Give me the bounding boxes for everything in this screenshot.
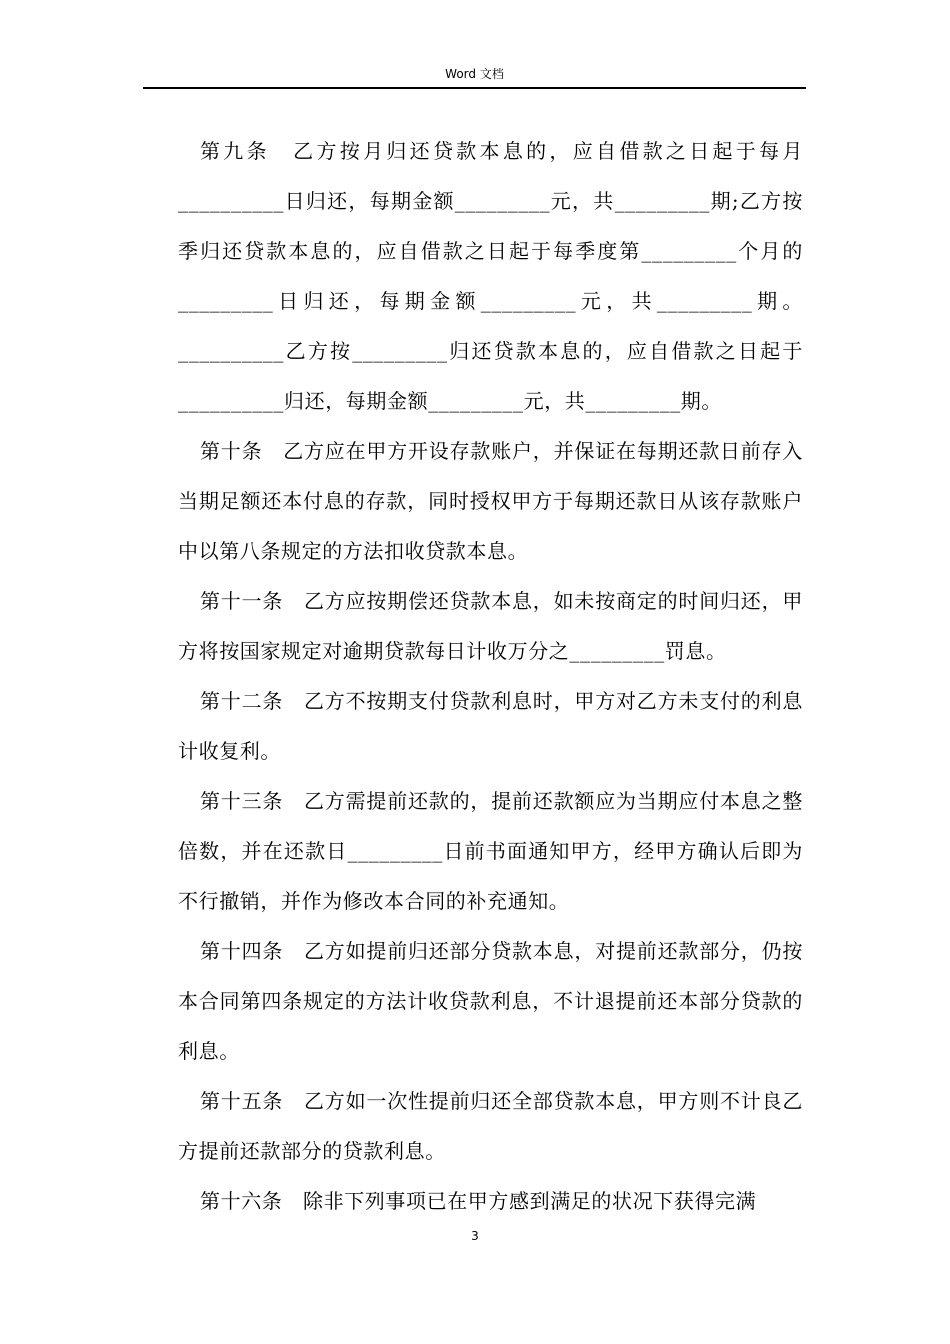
article-14: 第十四条 乙方如提前归还部分贷款本息，对提前还款部分，仍按本合同第四条规定的方法计收贷款利息，不计退提前还本部分贷款的利息。 <box>178 939 803 1063</box>
article-9: 第九条 乙方按月归还贷款本息的，应自借款之日起于每月__________日归还，每期金额_________元，共_________期;乙方按季归还贷款本息的，应自借款之日起于每季度第_________个月的_________日归还，每期金额_________元，共_________期。__________乙方按_________归还贷款本息的，应自借款之日起于__________归还，每期金额_________元，共_________期。 <box>178 139 803 413</box>
article-10: 第十条 乙方应在甲方开设存款账户，并保证在每期还款日前存入当期足额还本付息的存款，同时授权甲方于每期还款日从该存款账户中以第八条规定的方法扣收贷款本息。 <box>178 439 803 563</box>
article-13: 第十三条 乙方需提前还款的，提前还款额应为当期应付本息之整倍数，并在还款日_________日前书面通知甲方，经甲方确认后即为不行撤销，并作为修改本合同的补充通知。 <box>178 789 803 913</box>
document-body <box>178 126 803 1226</box>
header-divider <box>143 87 806 89</box>
page-header: Word 文档 <box>445 67 504 81</box>
article-12: 第十二条 乙方不按期支付贷款利息时，甲方对乙方未支付的利息计收复利。 <box>178 689 803 763</box>
article-11: 第十一条 乙方应按期偿还贷款本息，如未按商定的时间归还，甲方将按国家规定对逾期贷款每日计收万分之_________罚息。 <box>178 589 803 663</box>
article-15: 第十五条 乙方如一次性提前归还全部贷款本息，甲方则不计良乙方提前还款部分的贷款利息。 <box>178 1089 803 1163</box>
article-16: 第十六条 除非下列事项已在甲方感到满足的状况下获得完满 <box>200 1189 757 1213</box>
page-number: 3 <box>471 1229 479 1243</box>
